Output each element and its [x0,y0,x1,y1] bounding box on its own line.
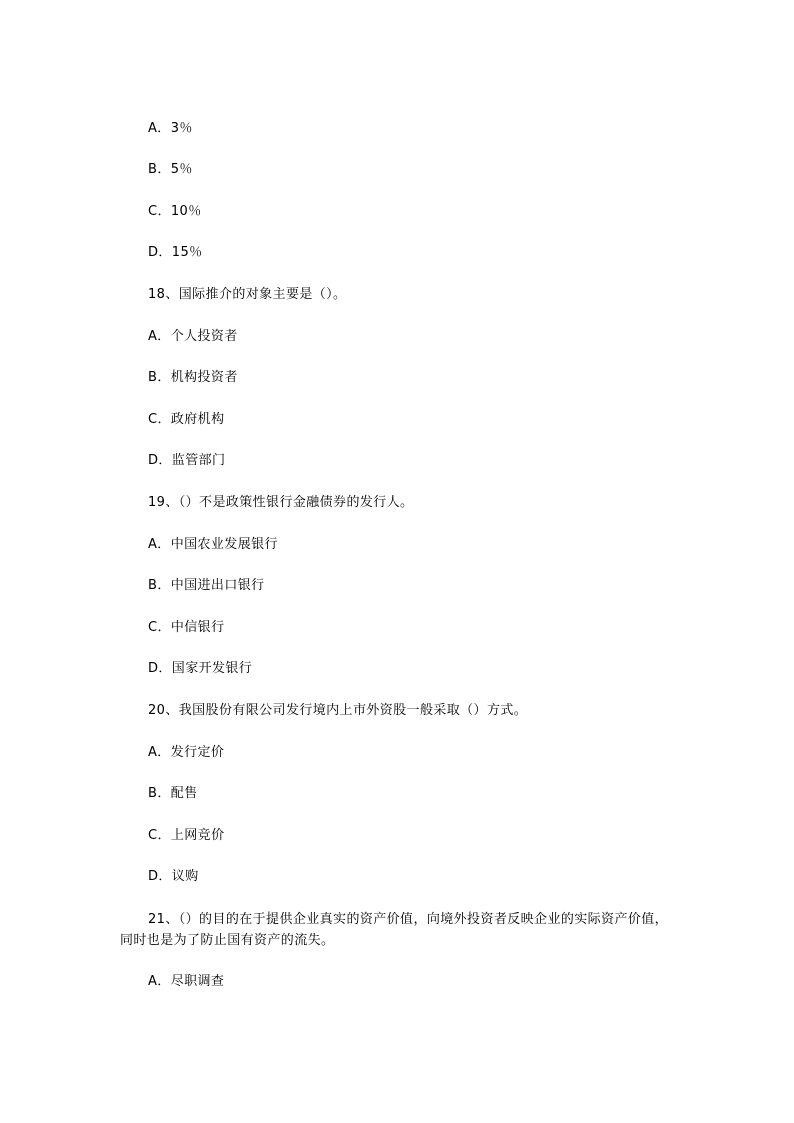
q20-option-a: A．发行定价 [148,745,225,760]
q18-option-c: C．政府机构 [148,412,225,427]
q17-option-d: D．15％ [148,245,203,260]
q18-stem: 18、国际推介的对象主要是（）。 [148,287,347,302]
q18-option-b: B．机构投资者 [148,370,238,385]
q17-option-c: C．10％ [148,204,202,219]
q21-option-a: A．尽职调查 [148,974,225,989]
q20-stem: 20、我国股份有限公司发行境内上市外资股一般采取（）方式。 [148,703,528,718]
q19-option-b: B．中国进出口银行 [148,578,265,593]
q21-stem: 21、（）的目的在于提供企业真实的资产价值，向境外投资者反映企业的实际资产价值，同时也是为了防止国有资产的流失。 [120,912,669,948]
q19-option-a: A．中国农业发展银行 [148,537,278,552]
q18-option-d: D．监管部门 [148,453,226,468]
q19-option-c: C．中信银行 [148,620,225,635]
q19-option-d: D．国家开发银行 [148,661,253,676]
q17-option-a: A．3％ [148,121,193,136]
q20-option-c: C．上网竞价 [148,828,225,843]
q20-option-b: B．配售 [148,786,198,801]
q18-option-a: A．个人投资者 [148,329,238,344]
q19-stem: 19、（）不是政策性银行金融债券的发行人。 [148,495,414,510]
q20-option-d: D．议购 [148,869,199,884]
q17-option-b: B．5％ [148,162,193,177]
